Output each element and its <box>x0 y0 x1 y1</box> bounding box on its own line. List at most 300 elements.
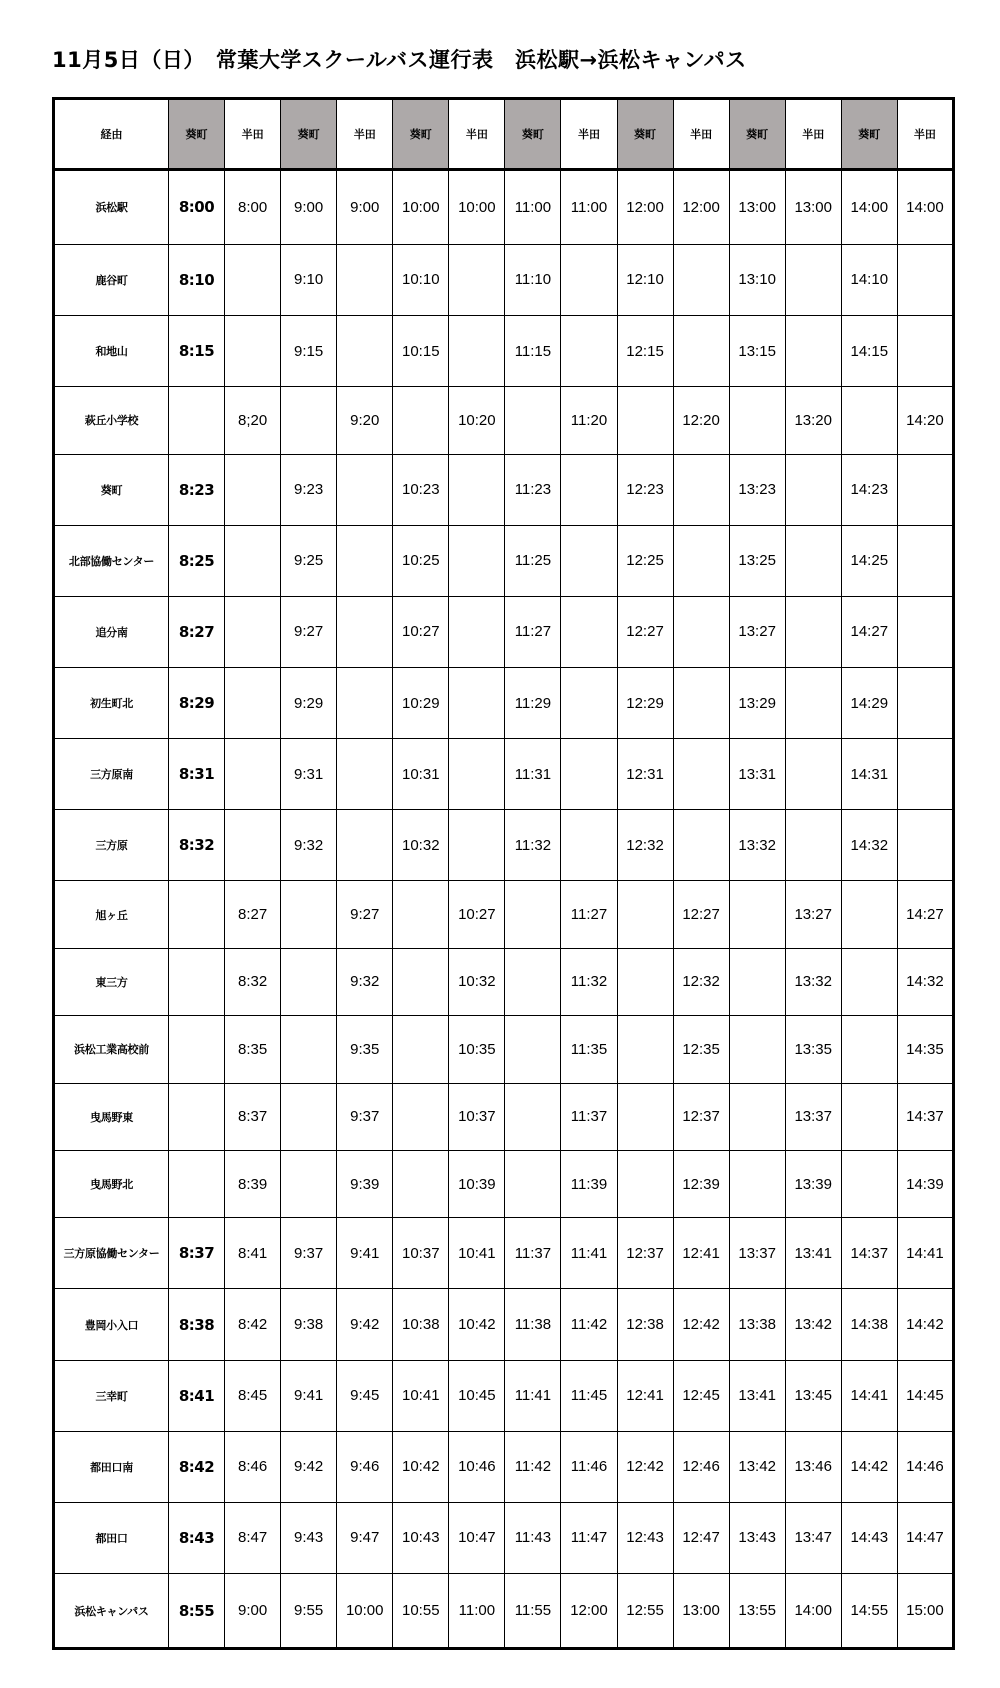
time-cell <box>673 525 729 596</box>
time-cell: 13:27 <box>729 596 785 667</box>
time-cell: 13:41 <box>785 1218 841 1289</box>
time-cell: 14:38 <box>841 1289 897 1360</box>
time-cell <box>673 244 729 315</box>
time-cell: 11:25 <box>505 525 561 596</box>
time-cell: 12:25 <box>617 525 673 596</box>
time-cell: 9:32 <box>337 948 393 1015</box>
time-cell: 9:47 <box>337 1502 393 1573</box>
time-cell: 14:42 <box>897 1289 953 1360</box>
time-cell: 12:55 <box>617 1574 673 1649</box>
stop-name: 初生町北 <box>54 667 169 738</box>
timetable-body <box>54 170 954 1649</box>
time-cell: 14:31 <box>841 739 897 810</box>
time-cell: 10:45 <box>449 1360 505 1431</box>
time-cell <box>169 948 225 1015</box>
time-cell: 12:00 <box>673 170 729 245</box>
column-header-11: 葵町 <box>729 99 785 170</box>
time-cell: 10:35 <box>449 1016 505 1083</box>
time-cell <box>617 387 673 454</box>
time-cell: 9:42 <box>337 1289 393 1360</box>
column-header-10: 半田 <box>673 99 729 170</box>
time-cell <box>169 881 225 948</box>
time-cell <box>225 316 281 387</box>
time-cell: 13:42 <box>729 1431 785 1502</box>
time-cell: 12:31 <box>617 739 673 810</box>
time-cell: 9:45 <box>337 1360 393 1431</box>
time-cell: 8;20 <box>225 387 281 454</box>
time-cell <box>561 244 617 315</box>
column-header-5: 葵町 <box>393 99 449 170</box>
time-cell: 9:35 <box>337 1016 393 1083</box>
time-cell <box>841 387 897 454</box>
time-cell: 8:29 <box>169 667 225 738</box>
time-cell: 12:41 <box>617 1360 673 1431</box>
time-cell: 15:00 <box>897 1574 953 1649</box>
time-cell <box>785 244 841 315</box>
column-header-8: 半田 <box>561 99 617 170</box>
table-row <box>54 454 954 525</box>
time-cell <box>169 1016 225 1083</box>
time-cell: 13:31 <box>729 739 785 810</box>
time-cell: 10:47 <box>449 1502 505 1573</box>
column-header-13: 葵町 <box>841 99 897 170</box>
time-cell: 9:43 <box>281 1502 337 1573</box>
time-cell: 11:32 <box>505 810 561 881</box>
time-cell <box>393 881 449 948</box>
time-cell <box>673 316 729 387</box>
time-cell: 12:10 <box>617 244 673 315</box>
time-cell: 14:23 <box>841 454 897 525</box>
time-cell: 14:20 <box>897 387 953 454</box>
time-cell: 13:32 <box>785 948 841 1015</box>
time-cell: 13:00 <box>785 170 841 245</box>
time-cell: 12:00 <box>617 170 673 245</box>
time-cell: 13:27 <box>785 881 841 948</box>
time-cell: 9:32 <box>281 810 337 881</box>
time-cell <box>449 596 505 667</box>
table-row <box>54 244 954 315</box>
time-cell <box>337 316 393 387</box>
time-cell: 14:41 <box>841 1360 897 1431</box>
stop-name: 三幸町 <box>54 1360 169 1431</box>
time-cell: 10:42 <box>449 1289 505 1360</box>
time-cell <box>673 454 729 525</box>
time-cell <box>897 316 953 387</box>
time-cell: 12:20 <box>673 387 729 454</box>
time-cell: 11:46 <box>561 1431 617 1502</box>
time-cell <box>225 454 281 525</box>
time-cell <box>393 387 449 454</box>
time-cell <box>841 1083 897 1150</box>
stop-name: 追分南 <box>54 596 169 667</box>
time-cell: 11:38 <box>505 1289 561 1360</box>
time-cell: 9:41 <box>337 1218 393 1289</box>
time-cell <box>561 525 617 596</box>
time-cell <box>785 525 841 596</box>
time-cell: 10:31 <box>393 739 449 810</box>
time-cell: 13:00 <box>729 170 785 245</box>
stop-name: 都田口 <box>54 1502 169 1573</box>
time-cell <box>617 881 673 948</box>
time-cell: 8:39 <box>225 1150 281 1217</box>
time-cell: 10:55 <box>393 1574 449 1649</box>
time-cell: 9:29 <box>281 667 337 738</box>
time-cell: 8:45 <box>225 1360 281 1431</box>
time-cell <box>505 948 561 1015</box>
time-cell: 12:32 <box>673 948 729 1015</box>
time-cell: 11:27 <box>561 881 617 948</box>
time-cell: 8:25 <box>169 525 225 596</box>
time-cell: 10:00 <box>393 170 449 245</box>
time-cell <box>505 1150 561 1217</box>
time-cell: 14:37 <box>897 1083 953 1150</box>
time-cell: 12:37 <box>673 1083 729 1150</box>
time-cell: 8:32 <box>225 948 281 1015</box>
table-row <box>54 881 954 948</box>
stop-name: 和地山 <box>54 316 169 387</box>
time-cell: 12:42 <box>673 1289 729 1360</box>
time-cell: 13:15 <box>729 316 785 387</box>
time-cell <box>449 739 505 810</box>
time-cell: 11:00 <box>561 170 617 245</box>
table-row <box>54 1016 954 1083</box>
time-cell: 10:00 <box>337 1574 393 1649</box>
time-cell <box>561 810 617 881</box>
time-cell: 13:45 <box>785 1360 841 1431</box>
time-cell: 12:23 <box>617 454 673 525</box>
time-cell <box>281 1083 337 1150</box>
stop-name: 東三方 <box>54 948 169 1015</box>
time-cell <box>225 244 281 315</box>
time-cell: 13:55 <box>729 1574 785 1649</box>
time-cell: 11:00 <box>449 1574 505 1649</box>
time-cell <box>897 596 953 667</box>
time-cell: 12:27 <box>617 596 673 667</box>
time-cell: 13:43 <box>729 1502 785 1573</box>
time-cell: 8:37 <box>225 1083 281 1150</box>
time-cell: 9:41 <box>281 1360 337 1431</box>
time-cell: 13:41 <box>729 1360 785 1431</box>
time-cell: 10:29 <box>393 667 449 738</box>
time-cell <box>393 1150 449 1217</box>
time-cell <box>505 387 561 454</box>
table-row <box>54 525 954 596</box>
table-row <box>54 667 954 738</box>
time-cell <box>729 948 785 1015</box>
time-cell: 11:31 <box>505 739 561 810</box>
time-cell <box>897 739 953 810</box>
time-cell <box>785 454 841 525</box>
time-cell: 12:15 <box>617 316 673 387</box>
time-cell: 9:37 <box>337 1083 393 1150</box>
time-cell: 8:41 <box>169 1360 225 1431</box>
time-cell: 14:29 <box>841 667 897 738</box>
time-cell <box>337 454 393 525</box>
time-cell <box>673 810 729 881</box>
time-cell <box>337 244 393 315</box>
time-cell: 9:23 <box>281 454 337 525</box>
time-cell: 12:39 <box>673 1150 729 1217</box>
time-cell: 9:37 <box>281 1218 337 1289</box>
time-cell: 8:47 <box>225 1502 281 1573</box>
time-cell <box>617 1016 673 1083</box>
time-cell: 10:15 <box>393 316 449 387</box>
time-cell: 11:35 <box>561 1016 617 1083</box>
time-cell <box>281 1150 337 1217</box>
time-cell <box>841 948 897 1015</box>
time-cell <box>169 1083 225 1150</box>
stop-name: 旭ヶ丘 <box>54 881 169 948</box>
table-row <box>54 1431 954 1502</box>
time-cell <box>729 387 785 454</box>
time-cell <box>281 948 337 1015</box>
time-cell: 8:41 <box>225 1218 281 1289</box>
time-cell: 12:37 <box>617 1218 673 1289</box>
time-cell: 11:15 <box>505 316 561 387</box>
column-header-4: 半田 <box>337 99 393 170</box>
time-cell: 10:37 <box>449 1083 505 1150</box>
time-cell <box>617 1083 673 1150</box>
stop-name: 鹿谷町 <box>54 244 169 315</box>
table-row <box>54 1360 954 1431</box>
time-cell: 14:25 <box>841 525 897 596</box>
time-cell: 10:27 <box>449 881 505 948</box>
column-header-2: 半田 <box>225 99 281 170</box>
column-header-6: 半田 <box>449 99 505 170</box>
time-cell: 13:20 <box>785 387 841 454</box>
time-cell: 10:39 <box>449 1150 505 1217</box>
time-cell: 12:38 <box>617 1289 673 1360</box>
time-cell: 9:20 <box>337 387 393 454</box>
time-cell: 10:46 <box>449 1431 505 1502</box>
time-cell: 14:00 <box>897 170 953 245</box>
time-cell: 10:10 <box>393 244 449 315</box>
time-cell: 14:00 <box>841 170 897 245</box>
column-header-7: 葵町 <box>505 99 561 170</box>
time-cell: 11:42 <box>561 1289 617 1360</box>
table-row <box>54 1502 954 1573</box>
time-cell: 9:27 <box>337 881 393 948</box>
time-cell <box>281 1016 337 1083</box>
time-cell: 14:35 <box>897 1016 953 1083</box>
time-cell: 11:55 <box>505 1574 561 1649</box>
time-cell <box>673 596 729 667</box>
time-cell <box>561 596 617 667</box>
time-cell: 8:38 <box>169 1289 225 1360</box>
time-cell: 8:15 <box>169 316 225 387</box>
table-row <box>54 1083 954 1150</box>
time-cell <box>673 667 729 738</box>
stop-name: 葵町 <box>54 454 169 525</box>
time-cell <box>337 810 393 881</box>
time-cell: 13:37 <box>729 1218 785 1289</box>
time-cell <box>281 387 337 454</box>
time-cell: 9:15 <box>281 316 337 387</box>
time-cell: 11:43 <box>505 1502 561 1573</box>
time-cell: 14:47 <box>897 1502 953 1573</box>
time-cell: 13:25 <box>729 525 785 596</box>
stop-name: 北部協働センター <box>54 525 169 596</box>
time-cell: 14:10 <box>841 244 897 315</box>
time-cell: 13:37 <box>785 1083 841 1150</box>
time-cell: 11:37 <box>505 1218 561 1289</box>
time-cell <box>393 948 449 1015</box>
time-cell <box>169 387 225 454</box>
time-cell: 10:32 <box>393 810 449 881</box>
time-cell: 10:41 <box>393 1360 449 1431</box>
time-cell: 14:55 <box>841 1574 897 1649</box>
time-cell: 14:46 <box>897 1431 953 1502</box>
time-cell: 8:10 <box>169 244 225 315</box>
time-cell: 9:25 <box>281 525 337 596</box>
time-cell: 13:47 <box>785 1502 841 1573</box>
time-cell: 9:31 <box>281 739 337 810</box>
time-cell: 11:32 <box>561 948 617 1015</box>
time-cell: 12:27 <box>673 881 729 948</box>
time-cell: 13:39 <box>785 1150 841 1217</box>
time-cell <box>617 1150 673 1217</box>
time-cell: 9:00 <box>281 170 337 245</box>
time-cell: 11:10 <box>505 244 561 315</box>
stop-name: 豊岡小入口 <box>54 1289 169 1360</box>
time-cell: 13:42 <box>785 1289 841 1360</box>
time-cell <box>897 810 953 881</box>
time-cell <box>729 881 785 948</box>
time-cell: 11:00 <box>505 170 561 245</box>
time-cell: 10:37 <box>393 1218 449 1289</box>
time-cell: 9:10 <box>281 244 337 315</box>
time-cell <box>785 667 841 738</box>
time-cell <box>785 316 841 387</box>
time-cell: 8:27 <box>169 596 225 667</box>
table-row <box>54 1289 954 1360</box>
time-cell: 11:41 <box>561 1218 617 1289</box>
time-cell: 14:42 <box>841 1431 897 1502</box>
time-cell: 14:39 <box>897 1150 953 1217</box>
time-cell <box>505 1016 561 1083</box>
column-header-3: 葵町 <box>281 99 337 170</box>
time-cell: 8:42 <box>225 1289 281 1360</box>
page-title: 11月5日（日） 常葉大学スクールバス運行表 浜松駅→浜松キャンパス <box>52 48 747 72</box>
time-cell <box>225 810 281 881</box>
time-cell: 11:42 <box>505 1431 561 1502</box>
table-row <box>54 596 954 667</box>
time-cell <box>393 1083 449 1150</box>
time-cell: 12:43 <box>617 1502 673 1573</box>
time-cell: 8:43 <box>169 1502 225 1573</box>
time-cell <box>897 667 953 738</box>
stop-name: 浜松駅 <box>54 170 169 245</box>
time-cell <box>561 739 617 810</box>
time-cell <box>729 1016 785 1083</box>
time-cell: 8:37 <box>169 1218 225 1289</box>
time-cell <box>785 810 841 881</box>
time-cell <box>169 1150 225 1217</box>
time-cell: 12:41 <box>673 1218 729 1289</box>
time-cell <box>337 667 393 738</box>
header-row <box>54 99 954 170</box>
table-row <box>54 316 954 387</box>
time-cell <box>281 881 337 948</box>
time-cell: 13:23 <box>729 454 785 525</box>
timetable <box>52 97 955 1650</box>
time-cell: 14:43 <box>841 1502 897 1573</box>
time-cell: 13:46 <box>785 1431 841 1502</box>
time-cell: 14:00 <box>785 1574 841 1649</box>
time-cell: 13:32 <box>729 810 785 881</box>
time-cell <box>225 739 281 810</box>
time-cell <box>337 739 393 810</box>
time-cell <box>393 1016 449 1083</box>
time-cell <box>225 667 281 738</box>
time-cell <box>673 739 729 810</box>
time-cell: 12:46 <box>673 1431 729 1502</box>
time-cell: 8:32 <box>169 810 225 881</box>
table-row <box>54 948 954 1015</box>
time-cell: 12:35 <box>673 1016 729 1083</box>
time-cell: 13:35 <box>785 1016 841 1083</box>
time-cell: 13:29 <box>729 667 785 738</box>
time-cell: 9:55 <box>281 1574 337 1649</box>
table-row <box>54 170 954 245</box>
time-cell: 11:39 <box>561 1150 617 1217</box>
table-row <box>54 810 954 881</box>
time-cell: 11:23 <box>505 454 561 525</box>
stop-name: 三方原協働センター <box>54 1218 169 1289</box>
time-cell <box>561 667 617 738</box>
time-cell: 13:38 <box>729 1289 785 1360</box>
time-cell <box>785 596 841 667</box>
time-cell <box>505 1083 561 1150</box>
table-row <box>54 1218 954 1289</box>
time-cell <box>505 881 561 948</box>
time-cell: 14:32 <box>841 810 897 881</box>
time-cell: 14:27 <box>841 596 897 667</box>
time-cell: 10:25 <box>393 525 449 596</box>
time-cell <box>729 1150 785 1217</box>
stop-name: 浜松工業高校前 <box>54 1016 169 1083</box>
time-cell: 10:43 <box>393 1502 449 1573</box>
time-cell: 14:27 <box>897 881 953 948</box>
time-cell: 12:29 <box>617 667 673 738</box>
time-cell: 8:00 <box>225 170 281 245</box>
table-row <box>54 387 954 454</box>
time-cell <box>225 525 281 596</box>
time-cell <box>897 244 953 315</box>
table-row <box>54 1574 954 1649</box>
column-header-1: 葵町 <box>169 99 225 170</box>
time-cell: 12:47 <box>673 1502 729 1573</box>
time-cell: 8:00 <box>169 170 225 245</box>
time-cell: 11:45 <box>561 1360 617 1431</box>
time-cell: 8:46 <box>225 1431 281 1502</box>
time-cell: 14:15 <box>841 316 897 387</box>
time-cell: 8:55 <box>169 1574 225 1649</box>
time-cell: 10:23 <box>393 454 449 525</box>
time-cell <box>785 739 841 810</box>
stop-name: 浜松キャンパス <box>54 1574 169 1649</box>
time-cell: 9:00 <box>337 170 393 245</box>
time-cell: 8:27 <box>225 881 281 948</box>
time-cell <box>337 525 393 596</box>
time-cell <box>617 948 673 1015</box>
time-cell: 10:38 <box>393 1289 449 1360</box>
table-row <box>54 1150 954 1217</box>
time-cell <box>841 1150 897 1217</box>
time-cell <box>449 244 505 315</box>
stop-name: 三方原南 <box>54 739 169 810</box>
time-cell: 10:32 <box>449 948 505 1015</box>
